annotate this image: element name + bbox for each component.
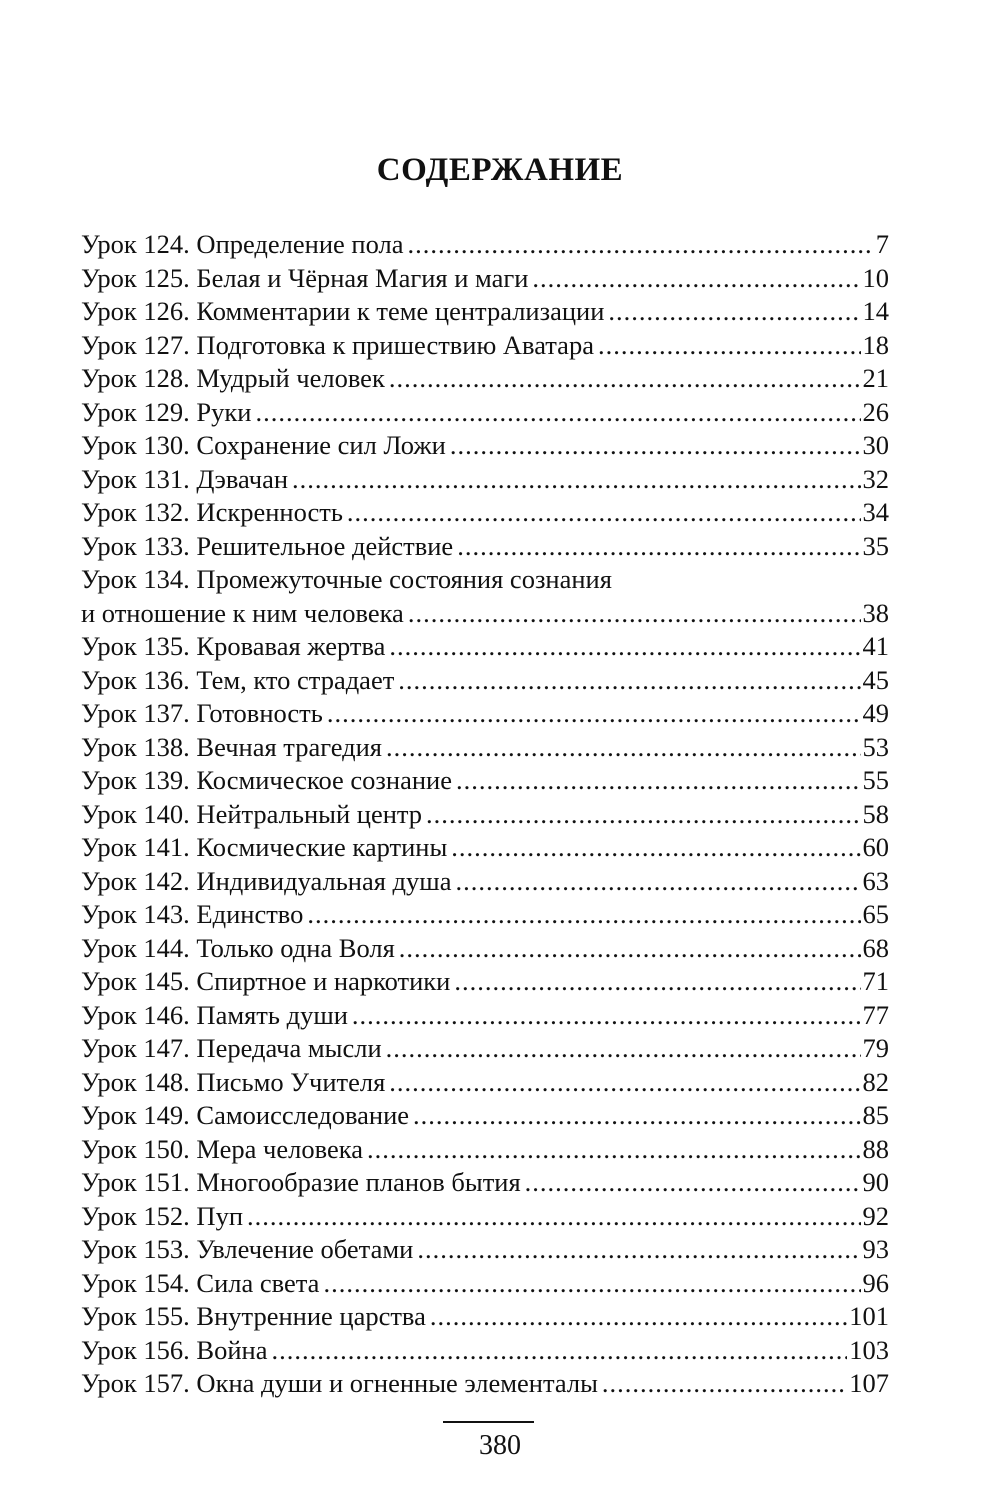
toc-entry-page: 14: [862, 296, 889, 326]
toc-entry: [81, 1099, 889, 1133]
toc-entry-label: Урок 149. Самоисследование: [81, 1100, 410, 1130]
toc-entry: [81, 999, 889, 1033]
toc-entry-page: 101: [849, 1301, 889, 1331]
dot-leader: [451, 831, 860, 865]
toc-entry-page: 68: [862, 932, 889, 963]
dot-leader: [456, 764, 861, 798]
toc-entry-label: Урок 150. Мера человека: [81, 1133, 363, 1164]
toc-entry: [81, 496, 889, 530]
dot-leader: [457, 530, 860, 564]
toc-entry-page: 18: [862, 329, 889, 360]
dot-leader: [347, 496, 861, 530]
dot-leader: [417, 1233, 860, 1267]
toc-entry: [81, 932, 889, 966]
dot-leader: [271, 1334, 847, 1368]
toc-entry: [81, 228, 889, 262]
toc-entry-label: Урок 147. Передача мысли: [81, 1033, 382, 1063]
toc-entry-page: 26: [862, 396, 889, 427]
toc-entry: [81, 1367, 889, 1401]
toc-entry-page: 10: [862, 262, 889, 293]
toc-entry-page: 21: [862, 363, 889, 393]
toc-entry: [81, 965, 889, 999]
toc-entry-page: 103: [849, 1334, 889, 1365]
page-number: 380: [479, 1430, 521, 1461]
toc-entry-label: Урок 127. Подготовка к пришествию Аватара: [81, 329, 594, 360]
toc-entry-page: 58: [862, 798, 889, 829]
toc-entry: [81, 429, 889, 463]
dot-leader: [602, 1367, 847, 1401]
toc-entry-page: 41: [862, 631, 889, 661]
toc-entry-label: Урок 145. Спиртное и наркотики: [81, 966, 451, 996]
toc-entry-label: Урок 130. Сохранение сил Ложи: [81, 430, 446, 460]
toc-entry-label: Урок 137. Готовность: [81, 698, 323, 728]
toc-entry-label: Урок 141. Космические картины: [81, 832, 448, 862]
toc-entry-page: 77: [862, 999, 889, 1030]
toc-entry-page: 82: [862, 1066, 889, 1097]
toc-entry-page: 35: [862, 530, 889, 561]
toc-entry-label: Урок 136. Тем, кто страдает: [81, 664, 395, 695]
toc-entry: [81, 664, 889, 698]
toc-entry-label: Урок 140. Нейтральный центр: [81, 798, 423, 829]
toc-entry-page: 93: [862, 1234, 889, 1264]
toc-entry: [81, 1200, 889, 1234]
toc-entry-page: 71: [862, 966, 889, 996]
toc-entry: [81, 1267, 889, 1301]
page-number-rule: [443, 1421, 534, 1423]
table-of-contents: [81, 228, 889, 1401]
toc-entry-page: 38: [862, 597, 889, 628]
toc-entry: [81, 362, 889, 396]
toc-entry-page: 107: [849, 1368, 889, 1398]
dot-leader: [367, 1133, 861, 1167]
toc-entry-label: Урок 154. Сила света: [81, 1267, 320, 1298]
dot-leader: [407, 228, 873, 262]
toc-entry-label: Урок 126. Комментарии к теме централизации: [81, 296, 605, 326]
toc-entry-label: Урок 153. Увлечение обетами: [81, 1234, 414, 1264]
dot-leader: [352, 999, 861, 1033]
toc-entry-page: 79: [862, 1033, 889, 1063]
toc-entry: [81, 295, 889, 329]
toc-entry-label: Урок 146. Память души: [81, 999, 348, 1030]
dot-leader: [292, 463, 860, 497]
toc-entry: [81, 731, 889, 765]
dot-leader: [455, 865, 860, 899]
toc-entry-page: 92: [862, 1200, 889, 1231]
toc-entry-page: 60: [862, 832, 889, 862]
toc-entry: [81, 865, 889, 899]
toc-entry-page: 65: [862, 899, 889, 929]
toc-entry-label: Урок 131. Дэвачан: [81, 463, 289, 494]
toc-entry-label: Урок 139. Космическое сознание: [81, 765, 452, 795]
toc-entry: [81, 898, 889, 932]
toc-entry-page: 96: [862, 1267, 889, 1298]
toc-entry-label: Урок 129. Руки: [81, 396, 252, 427]
toc-entry: [81, 1166, 889, 1200]
dot-leader: [399, 932, 861, 966]
toc-entry: [81, 1233, 889, 1267]
toc-entry: [81, 262, 889, 296]
dot-leader: [532, 262, 860, 296]
toc-entry-page: 34: [862, 497, 889, 527]
dot-leader: [389, 630, 860, 664]
toc-entry: [81, 764, 889, 798]
toc-entry-page: 49: [862, 698, 889, 728]
toc-entry-page: 63: [862, 865, 889, 896]
dot-leader: [389, 1066, 860, 1100]
dot-leader: [450, 429, 861, 463]
toc-entry: [81, 630, 889, 664]
toc-entry: [81, 396, 889, 430]
toc-entry-label: Урок 142. Индивидуальная душа: [81, 865, 452, 896]
toc-entry: [81, 1133, 889, 1167]
toc-entry-label: Урок 125. Белая и Чёрная Магия и маги: [81, 262, 529, 293]
toc-entry: [81, 597, 889, 631]
toc-entry: [81, 697, 889, 731]
dot-leader: [426, 798, 860, 832]
toc-entry-label: Урок 134. Промежуточные состояния сознания: [81, 564, 612, 594]
toc-entry: [81, 1066, 889, 1100]
dot-leader: [323, 1267, 860, 1301]
dot-leader: [307, 898, 860, 932]
toc-entry-line: [81, 563, 889, 597]
toc-entry-label: Урок 124. Определение пола: [81, 229, 404, 259]
toc-entry-label: Урок 135. Кровавая жертва: [81, 631, 386, 661]
dot-leader: [386, 1032, 861, 1066]
toc-entry-page: 85: [862, 1100, 889, 1130]
dot-leader: [327, 697, 861, 731]
toc-entry-label: Урок 138. Вечная трагедия: [81, 731, 382, 762]
dot-leader: [247, 1200, 860, 1234]
toc-entry-page: 53: [862, 731, 889, 762]
toc-entry-label: Урок 156. Война: [81, 1334, 268, 1365]
toc-entry-page: 45: [862, 664, 889, 695]
dot-leader: [413, 1099, 860, 1133]
dot-leader: [598, 329, 861, 363]
toc-entry: [81, 1334, 889, 1368]
dot-leader: [454, 965, 860, 999]
dot-leader: [398, 664, 860, 698]
toc-entry-page: 88: [862, 1133, 889, 1164]
toc-entry-label: Урок 128. Мудрый человек: [81, 363, 385, 393]
toc-entry: [81, 798, 889, 832]
toc-entry-page: 55: [862, 765, 889, 795]
toc-entry-label: Урок 133. Решительное действие: [81, 530, 454, 561]
dot-leader: [525, 1166, 861, 1200]
toc-entry-label: Урок 144. Только одна Воля: [81, 932, 395, 963]
toc-entry: [81, 530, 889, 564]
toc-entry-page: 32: [862, 463, 889, 494]
dot-leader: [386, 731, 861, 765]
toc-entry-label: Урок 151. Многообразие планов бытия: [81, 1167, 521, 1197]
toc-entry: [81, 831, 889, 865]
page-title: СОДЕРЖАНИЕ: [376, 152, 624, 188]
toc-entry-label: Урок 155. Внутренние царства: [81, 1301, 426, 1331]
toc-entry: [81, 1032, 889, 1066]
toc-entry-label: Урок 157. Окна души и огненные элементалы: [81, 1368, 598, 1398]
dot-leader: [389, 362, 861, 396]
toc-entry-page: 30: [862, 430, 889, 460]
toc-entry-label: Урок 148. Письмо Учителя: [81, 1066, 386, 1097]
dot-leader: [255, 396, 860, 430]
dot-leader: [430, 1300, 847, 1334]
toc-entry-label: Урок 152. Пуп: [81, 1200, 244, 1231]
toc-entry-label: и отношение к ним человека: [81, 597, 404, 628]
toc-entry-page: 7: [875, 229, 889, 259]
toc-entry-page: 90: [862, 1167, 889, 1197]
toc-entry: [81, 463, 889, 497]
toc-entry-label: Урок 143. Единство: [81, 899, 304, 929]
toc-entry-label: Урок 132. Искренность: [81, 497, 343, 527]
dot-leader: [408, 597, 861, 631]
toc-entry: [81, 1300, 889, 1334]
dot-leader: [608, 295, 860, 329]
toc-entry: [81, 329, 889, 363]
